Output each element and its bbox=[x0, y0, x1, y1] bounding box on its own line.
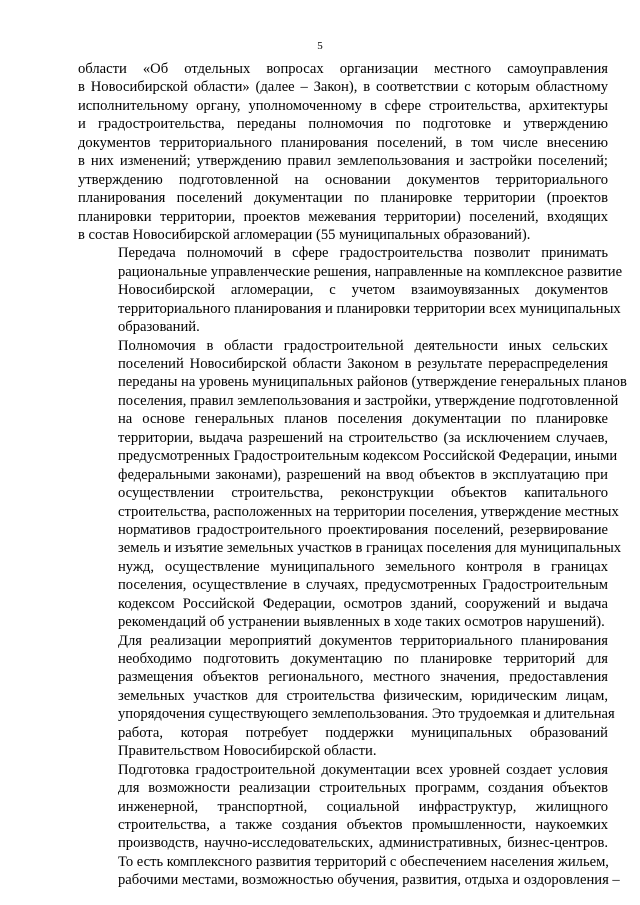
text-line: упорядочения существующего землепользования. Это трудоемкая и длительная bbox=[118, 706, 615, 723]
text-line: поселения, осуществление в случаях, предусмотренных Градостроительным bbox=[118, 577, 608, 594]
text-line: земельных участков для строительства физическим, юридическим лицам, bbox=[118, 687, 608, 704]
text-line: документов территориального планирования поселений, в том числе внесению bbox=[78, 134, 608, 151]
text-line: поселений Новосибирской области Законом в результате перераспределения bbox=[118, 356, 608, 372]
text-line: на основе генеральных планов поселения документации по планировке bbox=[118, 411, 608, 428]
text-line: нормативов градостроительного проектирования поселений, резервирование bbox=[118, 521, 608, 538]
text-line: переданы на уровень муниципальных районов (утверждение генеральных планов bbox=[118, 374, 627, 391]
text-line: исполнительному органу, уполномоченному в сфере строительства, архитектуры bbox=[78, 97, 608, 114]
text-line: Правительством Новосибирской области. bbox=[118, 743, 377, 760]
text-line: предусмотренных Градостроительным кодексом Российской Федерации, иными bbox=[118, 448, 618, 465]
text-line: рекомендаций об устранении выявленных в ходе таких осмотров нарушений). bbox=[118, 614, 605, 631]
page-number: 5 bbox=[317, 40, 323, 52]
paragraph bbox=[78, 761, 620, 890]
text-line: Подготовка градостроительной документации всех уровней создает условия bbox=[118, 761, 608, 778]
text-line: в Новосибирской области» (далее – Закон), в соответствии с которым областному bbox=[78, 79, 608, 96]
text-line: Полномочия в области градостроительной деятельности иных сельских bbox=[118, 337, 608, 354]
text-line: Для реализации мероприятий документов территориального планирования bbox=[118, 632, 608, 649]
text-line: планирования поселений документации по планировке территории (проектов bbox=[78, 190, 608, 207]
text-line: планировки территории, проектов межевания территории) поселений, входящих bbox=[78, 208, 608, 225]
text-line: строительства, а также создания объектов промышленности, наукоемких bbox=[118, 816, 608, 833]
text-line: рабочими местами, возможностью обучения, развития, отдыха и оздоровления – bbox=[118, 872, 620, 889]
text-line: утверждению подготовленной на основании документов территориального bbox=[78, 171, 608, 188]
paragraph bbox=[78, 244, 623, 336]
text-line: в них изменений; утверждению правил землепользования и застройки поселений; bbox=[78, 153, 608, 170]
paragraph bbox=[78, 337, 627, 632]
text-line: территории, выдача разрешений на строительство (за исключением случаев, bbox=[118, 429, 608, 446]
text-line: осуществлении строительства, реконструкции объектов капитального bbox=[118, 485, 608, 502]
text-line: инженерной, транспортной, социальной инфраструктур, жилищного bbox=[118, 798, 608, 815]
text-line: необходимо подготовить документацию по планировке территорий для bbox=[118, 651, 608, 667]
text-line: в состав Новосибирской агломерации (55 муниципальных образований). bbox=[78, 226, 531, 243]
text-line: То есть комплексного развития территорий с обеспечением населения жильем, bbox=[118, 853, 609, 870]
text-line: размещения объектов регионального, местного значения, предоставления bbox=[118, 669, 608, 686]
text-line: Новосибирской агломерации, с учетом взаимоувязанных документов bbox=[118, 282, 608, 299]
text-line: строительства, расположенных на территории поселения, утверждение местных bbox=[118, 503, 619, 520]
text-line: земель и изъятие земельных участков в границах поселения для муниципальных bbox=[118, 540, 622, 557]
text-line: Передача полномочий в сфере градостроительства позволит принимать bbox=[118, 245, 608, 262]
text-line: территориального планирования и планировки территории всех муниципальных bbox=[118, 300, 621, 317]
text-line: для возможности реализации строительных программ, создания объектов bbox=[118, 780, 608, 797]
text-line: кодексом Российской Федерации, осмотров зданий, сооружений и выдача bbox=[118, 595, 608, 612]
document-body bbox=[78, 60, 627, 890]
text-line: образований. bbox=[118, 319, 200, 336]
text-line: нужд, осуществление муниципального земельного контроля в границах bbox=[118, 558, 608, 575]
text-line: области «Об отдельных вопросах организации местного самоуправления bbox=[78, 61, 608, 77]
text-line: и градостроительства, переданы полномочия по подготовке и утверждению bbox=[78, 116, 608, 133]
text-line: рациональные управленческие решения, направленные на комплексное развитие bbox=[118, 263, 623, 280]
text-line: производств, научно-исследовательских, административных, бизнес-центров. bbox=[118, 835, 608, 852]
paragraph bbox=[78, 60, 608, 244]
text-line: поселения, правил землепользования и застройки, утверждение подготовленной bbox=[118, 392, 619, 409]
text-line: работа, которая потребует поддержки муниципальных образований bbox=[118, 724, 608, 741]
text-line: федеральными законами), разрешений на ввод объектов в эксплуатацию при bbox=[118, 466, 608, 483]
paragraph bbox=[78, 632, 615, 761]
